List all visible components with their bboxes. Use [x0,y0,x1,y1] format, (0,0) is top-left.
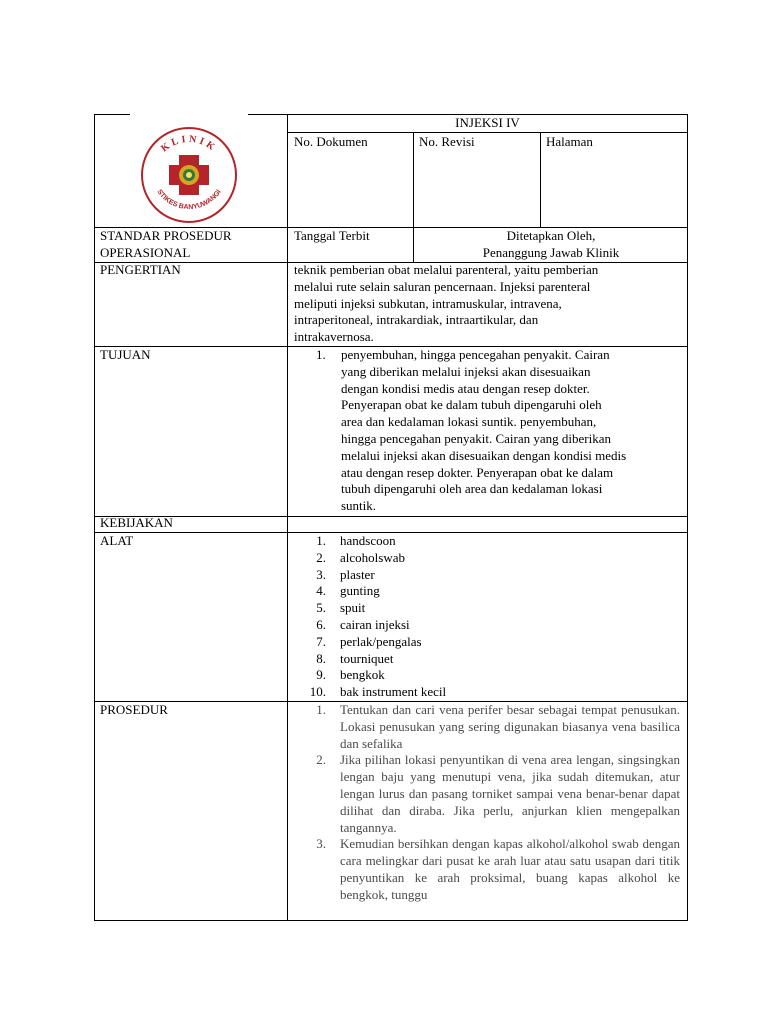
table-border-bottom [94,920,688,921]
tujuan-line: atau dengan resep dokter. Penyerapan obat ke dalam [341,464,614,480]
prosedur-label: PROSEDUR [100,702,168,717]
tujuan-line: melalui injeksi akan disesuaikan dengan kondisi medis [341,447,627,463]
tujuan-line: Penyerapan obat ke dalam tubuh dipengaruhi oleh [341,397,602,413]
tujuan-line: dengan kondisi medis atau dengan resep dokter. [341,380,590,396]
list-item: 5. spuit [316,600,366,616]
pengertian-line: melalui rute selain saluran pencernaan. Injeksi parenteral [294,278,591,294]
issue-date-label: Tanggal Terbit [294,228,370,243]
sop-label-line2: OPERASIONAL [100,245,191,260]
tujuan-label: TUJUAN [100,347,151,362]
table-border-left [94,114,95,921]
tujuan-line: hingga pencegahan penyakit. Cairan yang diberikan [341,430,612,446]
list-item: 4. gunting [316,583,380,599]
kebijakan-label: KEBIJAKAN [100,515,173,530]
pengertian-line: teknik pemberian obat melalui parenteral, yaitu pemberian [294,262,599,277]
tujuan-line: yang diberikan melalui injeksi akan disesuaikan [341,363,591,379]
sop-document [94,114,688,921]
alat-list [308,533,684,701]
list-item: 1. Tentukan dan cari vena perifer besar sebagai tempat penusukan. Lokasi penusukan yang sering digunakan biasanya vena basilica dan sefalika [316,702,680,751]
pengertian-line: intraperitoneal, intrakardiak, intraartikular, dan [294,312,539,328]
pengertian-line: meliputi injeksi subkutan, intramuskular, intravena, [294,295,562,311]
prosedur-list [308,702,680,904]
doc-number-label: No. Dokumen [294,134,368,149]
list-item: 6. cairan injeksi [316,616,410,632]
pengertian-label: PENGERTIAN [100,262,181,277]
tujuan-text [341,347,685,515]
list-item: 7. perlak/pengalas [316,633,422,649]
list-item: 8. tourniquet [316,650,394,666]
revision-label: No. Revisi [419,134,475,149]
pengertian-text [294,262,684,346]
row-divider-4 [94,516,688,517]
list-item: 9. bengkok [316,667,385,683]
set-by-line1: Ditetapkan Oleh, [506,228,596,243]
set-by-line2: Penanggung Jawab Klinik [482,245,620,260]
tujuan-line: area dan kedalaman lokasi suntik. penyembuhan, [341,414,597,430]
tujuan-line: tubuh dipengaruhi oleh area dan kedalaman lokasi [341,481,603,497]
list-item: 10. bak instrument kecil [309,684,447,700]
logo-border-gap [130,110,248,120]
list-item: 2. Jika pilihan lokasi penyuntikan di vena area lengan, singsingkan lengan baju yang menutupi vena, jika sudah ditemukan, atur lengan lurus dan pasang torniket sampai vena benar-benar dapat dilihat dan diraba. Jika perlu, anjurkan klien mengepalkan tangannya. [316,752,680,835]
tujuan-line: suntik. [341,498,377,514]
list-item: 3. Kemudian bersihkan dengan kapas alkohol/alkohol swab dengan cara melingkar dari pusat ke arah luar atau satu usapan dari titik penyuntikan ke arah proksimal, buang kapas alkohol ke bengkok, tunggu [316,836,680,902]
alat-label: ALAT [100,533,134,548]
logo-top-text: KLINIK [159,133,219,155]
clinic-logo [138,125,240,225]
list-item: 3. plaster [316,566,375,582]
tujuan-line: penyembuhan, hingga pencegahan penyakit. Cairan [341,347,610,362]
list-item: 2. alcoholswab [316,549,405,565]
header-title-divider [287,132,688,133]
sop-label-line1: STANDAR PROSEDUR [100,228,232,243]
prosedur-clip [288,702,687,920]
document-title: INJEKSI IV [455,115,520,130]
tujuan-number: 1. [316,347,326,362]
logo-bottom-text: STIKES BANYUWANGI [155,188,223,212]
pengertian-line: intrakavernosa. [294,329,374,345]
list-item: 1. handscoon [316,533,396,548]
page-label: Halaman [546,134,593,149]
header-col-divider-2 [540,132,541,228]
